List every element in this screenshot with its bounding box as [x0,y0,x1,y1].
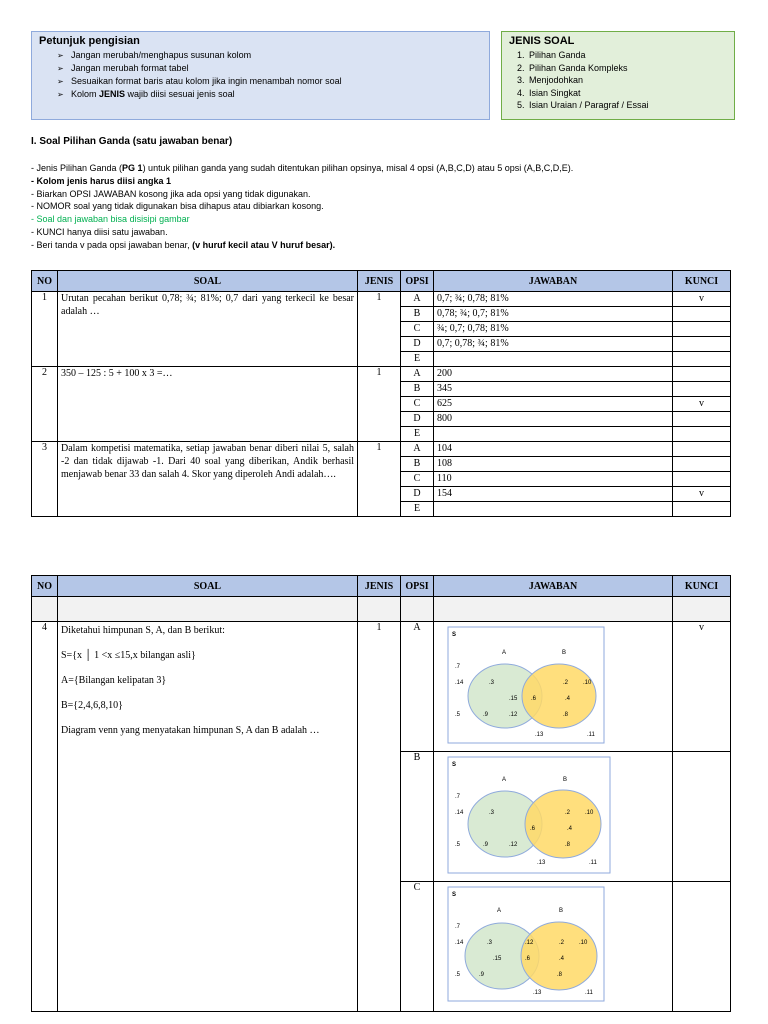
kunci-cell[interactable] [673,337,731,352]
header-opsi: OPSI [401,271,434,292]
option-label: D [401,337,434,352]
venn-num: .4 [565,696,571,702]
header-opsi: OPSI [401,576,434,597]
venn-num: .12 [509,712,518,718]
kunci-cell[interactable]: v [673,622,731,752]
answer-cell[interactable] [434,502,673,517]
header-no: NO [32,271,58,292]
text-bold: PG 1 [122,163,143,173]
arrow-icon: ➢ [57,77,64,86]
item-prefix: Kolom [71,89,100,99]
item-label: Pilihan Ganda Kompleks [529,62,628,73]
question-jenis[interactable]: 1 [358,367,401,442]
question-number: 2 [32,367,58,442]
venn-num: .11 [585,990,593,996]
venn-num: .15 [509,696,518,702]
item-label: Isian Uraian / Paragraf / Essai [529,100,649,110]
question-jenis[interactable]: 1 [358,442,401,517]
empty-cell[interactable] [401,597,434,622]
venn-num: .2 [563,680,569,686]
petunjuk-box [31,31,490,120]
venn-num: .9 [483,842,489,848]
list-item [517,99,727,112]
kunci-cell[interactable]: v [673,292,731,307]
option-label: C [401,322,434,337]
list-item [57,49,482,62]
kunci-cell[interactable] [673,882,731,1012]
header-jawaban: JAWABAN [434,271,673,292]
venn-b-label: B [559,908,564,914]
venn-circle-b [525,790,601,858]
answer-cell[interactable]: 200 [434,367,673,382]
header-jawaban: JAWABAN [434,576,673,597]
kunci-cell[interactable] [673,367,731,382]
header-jenis: JENIS [358,576,401,597]
venn-num: .6 [530,826,536,832]
empty-cell[interactable] [434,597,673,622]
empty-cell[interactable] [32,597,58,622]
item-number: 5. [517,100,525,110]
petunjuk-list [39,49,482,101]
kunci-cell[interactable]: v [673,397,731,412]
option-label: B [401,382,434,397]
kunci-cell[interactable] [673,352,731,367]
kunci-cell[interactable] [673,442,731,457]
petunjuk-item: Jangan merubah format tabel [71,63,189,73]
header-kunci: KUNCI [673,576,731,597]
arrow-icon: ➢ [57,64,64,73]
answer-cell[interactable] [434,882,673,1012]
venn-num: .12 [509,842,518,848]
instruction-line: - Biarkan OPSI JAWABAN kosong jika ada opsi yang tidak digunakan. [31,188,311,199]
option-label: A [401,442,434,457]
jenis-soal-list [509,49,727,112]
table-row [32,442,731,457]
table-row [32,367,731,382]
kunci-cell[interactable] [673,752,731,882]
venn-num: .8 [563,712,569,718]
option-label: A [401,622,434,752]
question-number: 4 [32,622,58,1012]
instruction-line [31,162,751,175]
item-label: Isian Singkat [529,87,581,98]
table-row [32,622,731,752]
instruction-line: - Soal dan jawaban bisa disisipi gambar [31,214,190,225]
instruction-line: - NOMOR soal yang tidak digunakan bisa dihapus atau dibiarkan kosong. [31,201,324,212]
text: - Beri tanda v pada opsi jawaban benar, [31,239,193,250]
venn-num: .15 [493,956,502,962]
question-jenis[interactable]: 1 [358,292,401,367]
empty-cell[interactable] [58,597,358,622]
kunci-cell[interactable] [673,427,731,442]
header-soal: SOAL [58,576,358,597]
venn-num: .14 [455,810,464,816]
answer-cell[interactable]: 345 [434,382,673,397]
question-line: Diketahui himpunan S, A, dan B berikut: [61,625,225,636]
petunjuk-item [71,88,235,101]
venn-num: .10 [579,940,588,946]
jenis-soal-box [501,31,735,120]
option-label: A [401,367,434,382]
text: - Jenis Pilihan Ganda ( [31,163,123,173]
venn-num: .12 [525,940,534,946]
text-bold: - Kolom jenis harus diisi angka 1 [31,175,172,186]
item-number: 2. [517,62,525,73]
kunci-cell[interactable] [673,307,731,322]
venn-num: .3 [489,810,495,816]
item-bold: JENIS [99,89,126,99]
venn-a-label: A [502,777,507,783]
venn-num: .3 [487,940,493,946]
answer-cell[interactable]: ¾; 0,7; 0,78; 81% [434,322,673,337]
question-line: A={Bilangan kelipatan 3} [61,675,167,686]
kunci-cell[interactable] [673,322,731,337]
answer-cell[interactable] [434,352,673,367]
question-table-2 [31,575,731,1012]
empty-cell[interactable] [673,597,731,622]
venn-num: .11 [587,732,595,738]
venn-a-label: A [497,908,502,914]
venn-num: .6 [531,696,537,702]
item-label: Menjodohkan [529,75,584,85]
option-label: D [401,412,434,427]
instruction-line [31,175,751,188]
venn-num: .14 [455,940,464,946]
table-header-row [32,271,731,292]
arrow-icon: ➢ [57,90,64,99]
answer-cell[interactable]: 110 [434,472,673,487]
text-bold: (v huruf kecil atau V huruf besar). [192,239,336,250]
venn-num: .13 [537,860,546,866]
venn-b-label: B [563,777,568,783]
item-label: Pilihan Ganda [529,50,586,60]
answer-cell[interactable]: 800 [434,412,673,427]
option-label: B [401,752,434,882]
venn-num: .7 [455,794,461,800]
header-kunci: KUNCI [673,271,731,292]
venn-num: .6 [525,956,531,962]
question-jenis[interactable]: 1 [358,622,401,1012]
venn-num: .5 [455,972,461,978]
answer-cell[interactable] [434,622,673,752]
venn-num: .9 [479,972,485,978]
option-label: C [401,397,434,412]
answer-cell[interactable]: 108 [434,457,673,472]
venn-b-label: B [562,650,567,656]
venn-a-label: A [502,650,507,656]
venn-num: .2 [565,810,571,816]
option-label: D [401,487,434,502]
option-label: E [401,502,434,517]
list-item [517,62,727,75]
venn-num: .5 [455,712,461,718]
answer-cell[interactable]: 154 [434,487,673,502]
venn-num: .2 [559,940,565,946]
venn-diagram-a [447,626,605,744]
arrow-icon: ➢ [57,51,64,60]
option-label: C [401,472,434,487]
venn-diagram-c [447,886,605,1002]
text: ) untuk pilihan ganda yang sudah ditentukan pilihan opsinya, misal 4 opsi (A,B,C,D) atau 5 opsi (A,B,C,D,E). [142,163,574,173]
instructions [31,162,751,252]
venn-diagram-b [447,756,611,874]
venn-num: .5 [455,842,461,848]
list-item [57,62,482,75]
instruction-line [31,239,751,252]
answer-cell[interactable]: 0,78; ¾; 0,7; 81% [434,307,673,322]
venn-num: .10 [585,810,594,816]
answer-cell[interactable]: 0,7; 0,78; ¾; 81% [434,337,673,352]
table-row-empty [32,597,731,622]
list-item [517,49,727,62]
kunci-cell[interactable] [673,457,731,472]
question-number: 1 [32,292,58,367]
venn-num: .7 [455,664,461,670]
question-line: S={x │ 1 <x ≤15,x bilangan asli} [61,650,196,661]
kunci-cell[interactable] [673,382,731,397]
list-item [517,74,727,87]
venn-num: .13 [533,990,542,996]
instruction-line: - KUNCI hanya diisi satu jawaban. [31,226,168,237]
header-soal: SOAL [58,271,358,292]
kunci-cell[interactable] [673,502,731,517]
answer-cell[interactable]: 625 [434,397,673,412]
venn-num: .8 [557,972,563,978]
petunjuk-item: Sesuaikan format baris atau kolom jika ingin menambah nomor soal [71,76,342,86]
option-label: B [401,457,434,472]
venn-num: .3 [489,680,495,686]
item-number: 1. [517,50,525,60]
item-number: 4. [517,87,525,98]
section-title: I. Soal Pilihan Ganda (satu jawaban benar) [31,136,233,147]
petunjuk-title: Petunjuk pengisian [39,35,140,47]
question-text[interactable]: 350 – 125 : 5 + 100 x 3 =… [58,367,358,442]
option-label: A [401,292,434,307]
jenis-soal-title: JENIS SOAL [509,35,575,47]
venn-num: .8 [565,842,571,848]
question-number: 3 [32,442,58,517]
venn-num: .10 [583,680,592,686]
list-item [57,75,482,88]
venn-num: .7 [455,924,461,930]
option-label: B [401,307,434,322]
empty-cell[interactable] [358,597,401,622]
venn-num: .9 [483,712,489,718]
question-table-1 [31,270,731,517]
question-line: Diagram venn yang menyatakan himpunan S, A dan B adalah … [61,725,320,736]
header-jenis: JENIS [358,271,401,292]
question-line: B={2,4,6,8,10} [61,700,123,711]
option-label: E [401,352,434,367]
venn-num: .11 [589,860,597,866]
answer-cell[interactable] [434,752,673,882]
kunci-cell[interactable] [673,472,731,487]
venn-num: .4 [567,826,573,832]
petunjuk-item: Jangan merubah/menghapus susunan kolom [71,50,252,60]
question-text[interactable]: Urutan pecahan berikut 0,78; ¾; 81%; 0,7 dari yang terkecil ke besar adalah … [58,292,358,367]
venn-s-label: S [452,632,457,638]
answer-cell[interactable]: 0,7; ¾; 0,78; 81% [434,292,673,307]
venn-s-label: S [452,762,457,768]
list-item [517,87,727,100]
venn-num: .13 [535,732,544,738]
header-no: NO [32,576,58,597]
answer-cell[interactable] [434,427,673,442]
item-number: 3. [517,75,525,85]
list-item [57,88,482,101]
question-text[interactable]: Dalam kompetisi matematika, setiap jawaban benar diberi nilai 5, salah -2 dan tidak dijawab -1. Dari 40 soal yang diberikan, Andik berhasil menjawab benar 33 dan salah 4. Skor yang diperoleh Andi adalah…. [58,442,358,517]
table-row [32,292,731,307]
kunci-cell[interactable]: v [673,487,731,502]
table-header-row [32,576,731,597]
answer-cell[interactable]: 104 [434,442,673,457]
item-suffix: wajib diisi sesuai jenis soal [125,89,235,99]
venn-num: .4 [559,956,565,962]
option-label: E [401,427,434,442]
question-text[interactable] [58,622,358,1012]
venn-s-label: S [452,892,457,898]
venn-num: .14 [455,680,464,686]
option-label: C [401,882,434,1012]
kunci-cell[interactable] [673,412,731,427]
